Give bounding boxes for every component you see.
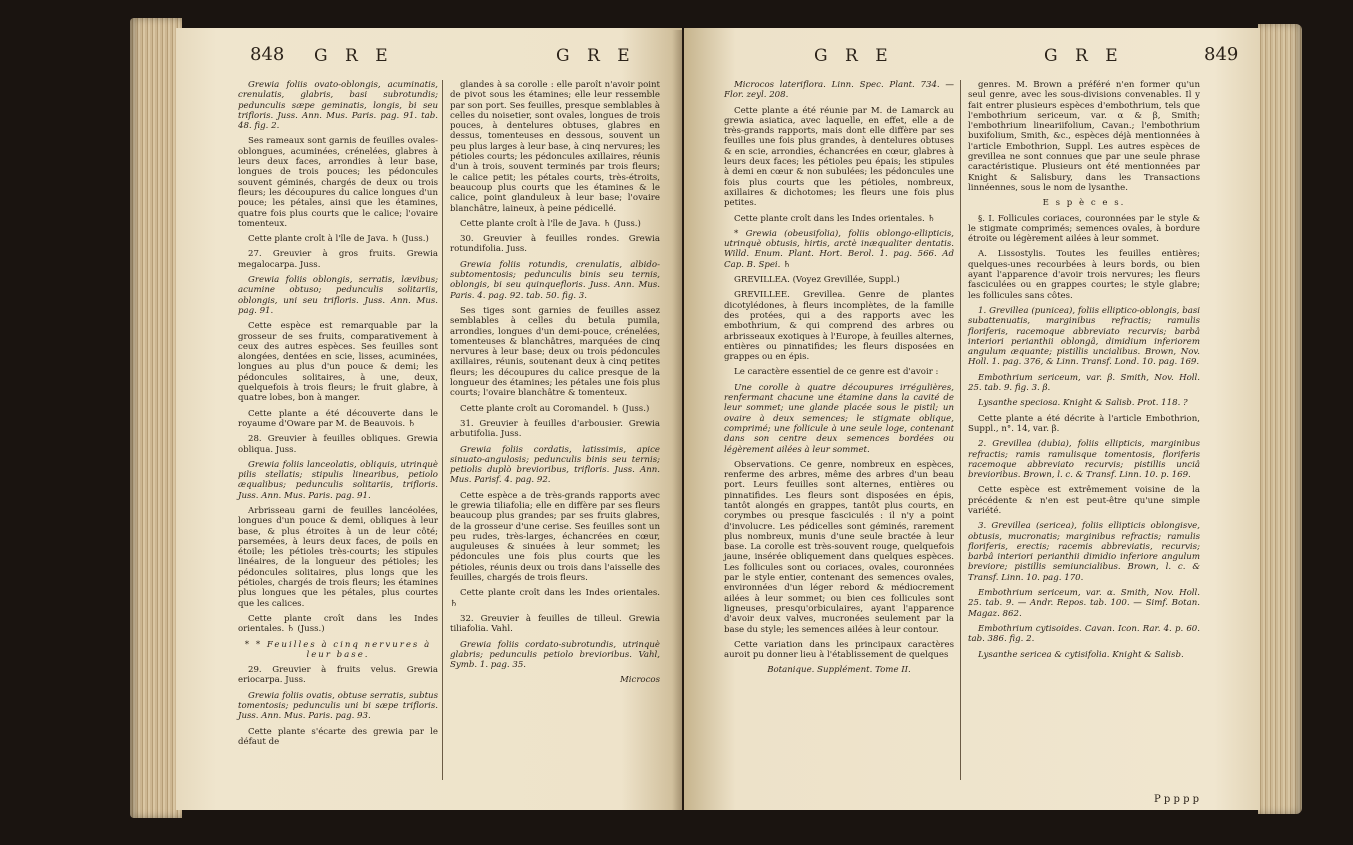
paragraph: Observations. Ce genre, nombreux en espèces, renferme des arbres, même des arbres d'un beau port. Leurs feuilles sont alternes, entières ou pinnatifides. Les fleurs sont disposées en épis, tantôt alongés en grappes, tantôt plus courts, en corymbes ou presque fasciculés : il n'y a point d'involucre. Les pédicelles sont géminés, rarement plus nombreux, munis d'une seule bractée à leur base. La corolle est très-souvent rouge, quelquefois jaune, insérée obliquement dans quelques espèces. Les follicules sont ou coriaces, ovales, couronnées par le style entier, contenant des semences ovales, environnées d'un léger rebord & médiocrement ailées à leur sommet; ou bien ces follicules sont ligneuses, presqu'orbiculaires, ayant l'apparence d'avoir deux valves, mucronées seulement par la base du style; les semences ailées à leur contour. xyxy=(724,459,954,635)
page-edges-right xyxy=(1258,24,1302,814)
paragraph: 1. Grevillea (punicea), foliis elliptico-oblongis, basi subattenuatis, marginibus refractis; ramulis floriferis, racemoque abbreviato recurvis; barbâ interiori perianthii oblongâ, dimidium inferiorem angulum æquante; pistillis uncialibus. Brown, Nov. Holl. 1. pag. 376, & Linn. Transf. Lond. 10. pag. 169. xyxy=(968,305,1200,368)
paragraph: Grewia foliis oblongis, serratis, lævibus; acumine obtuso; pedunculis solitariis, oblongis, uni seu trifloris. Juss. Ann. Mus. pag. 91. xyxy=(238,275,438,316)
paragraph: Cette plante a été découverte dans le royaume d'Oware par M. de Beauvois. ♄ xyxy=(238,408,438,429)
section-heading: * * Feuilles à cinq nervures à leur base. xyxy=(244,639,432,660)
paragraph: Embothrium cytisoides. Cavan. Icon. Rar. 4. p. 60. tab. 386. fig. 2. xyxy=(968,623,1200,645)
paragraph: Cette plante croît dans les Indes orientales. ♄ (Juss.) xyxy=(238,613,438,635)
section-heading: E s p è c e s. xyxy=(1042,198,1126,209)
page-number-right: 849 xyxy=(1204,44,1239,65)
paragraph: 2. Grevillea (dubia), foliis ellipticis, marginibus refractis; ramis ramulisque tomentosis, floriferis racemoque abbreviato recurvis; pistillis unciâ brevioribus. Brown, l. c. & Transf. Linn. 10. p. 169. xyxy=(968,439,1200,481)
paragraph: 30. Greuvier à feuilles rondes. Grewia rotundifolia. Juss. xyxy=(450,234,660,255)
paragraph: Cette plante s'écarte des grewia par le défaut de xyxy=(238,726,438,747)
paragraph: Grewia foliis cordato-subrotundis, utrinquè glabris; pedunculis petiolo brevioribus. Vahl, Symb. 1. pag. 35. xyxy=(450,639,660,671)
paragraph: 28. Greuvier à feuilles obliques. Grewia obliqua. Juss. xyxy=(238,434,438,455)
paragraph: Cette plante croît au Coromandel. ♄ (Juss.) xyxy=(460,403,650,414)
right-page-column-2 xyxy=(968,80,1200,665)
paragraph: Grewia foliis ovatis, obtuse serratis, subtus tomentosis; pedunculis uni bi sæpe trifloris. Juss. Ann. Mus. Paris. pag. 93. xyxy=(238,690,438,722)
paragraph: genres. M. Brown a préféré n'en former qu'un seul genre, avec les sous-divisions convenables. Il y fait entrer plusieurs espèces d'embothrium, tels que l'embothrium sericeum, var. α & β, Smith; l'embothrium lineariifolium, Cavan.; l'embothrium buxifolium, Smith, &c., espèces déjà mentionnées à l'article Embothrion, Suppl. Les autres espèces de grevillea ne sont connues que par une seule phrase caractéristique. Plusieurs ont été mentionnées par Knight & Salisbury, dans les Transactions linnéennes, sous le nom de lysanthe. xyxy=(968,80,1200,193)
paragraph: Cette variation dans les principaux caractères auroit pu donner lieu à l'établissement de quelques xyxy=(724,639,954,661)
paragraph: Ses tiges sont garnies de feuilles assez semblables à celles du betula pumila, arrondies, longues d'un demi-pouce, crénelées, tomenteuses & blanchâtres, marquées de cinq nervures à leur base; deux ou trois pédoncules axillaires, réunis, soutenant deux à cinq petites fleurs; les découpures du calice presque de la longueur des étamines; les pétales une fois plus courts; l'ovaire blanchâtre & tomenteux. xyxy=(450,305,660,399)
paragraph: A. Lissostylis. Toutes les feuilles entières; quelques-unes recourbées à leurs bords, ou bien ayant l'apparence d'avoir trois nervures; les fleurs fasciculées ou en grappes courtes; le style glabre; les follicules sans côtes. xyxy=(968,249,1200,301)
paragraph: Cette espèce est extrêmement voisine de la précédente & n'en est peut-être qu'une simple variété. xyxy=(968,485,1200,516)
paragraph: Grewia foliis lanceolatis, obliquis, utrinquè pilis stellatis; stipulis linearibus, petiolo æqualibus; pedunculis solitariis, trifloris. Juss. Ann. Mus. Paris. pag. 91. xyxy=(238,459,438,501)
paragraph: Cette plante croît à l'île de Java. ♄ (Juss.) xyxy=(460,218,641,229)
paragraph: * Grewia (obeusifolia), foliis oblongo-ellipticis, utrinquè obtusis, hirtis, arctè inæqualiter dentatis. Willd. Enum. Plant. Hort. Berol. 1. pag. 566. Ad Cap. B. Spei. ♄ xyxy=(724,228,954,270)
paragraph: Cette plante a été décrite à l'article Embothrion, Suppl., n°. 14, var. β. xyxy=(968,413,1200,434)
page-number-left: 848 xyxy=(250,44,285,65)
running-header-right-b: G R E xyxy=(1044,46,1124,66)
paragraph: glandes à sa corolle : elle paroît n'avoir point de pivot sous les étamines; elle leur ressemble par son port. Ses feuilles, presque semblables à celles du noisetier, sont ovales, longues de trois pouces, à dentelures obtuses, glabres en dessus, tomenteuses en dessous, souvent un peu plus larges à leur base, à cinq nervures; les pétioles courts; les pédoncules axillaires, réunis d'un à trois, souvent terminés par trois fleurs; le calice petit; les pétales courts, très-étroits, beaucoup plus courts que les étamines & le calice, point glanduleux à leur base; l'ovaire blanchâtre, laineux, à peine pédicellé. xyxy=(450,80,660,214)
paragraph: 29. Greuvier à fruits velus. Grewia eriocarpa. Juss. xyxy=(238,665,438,686)
paragraph: Cette plante croît dans les Indes orientales. ♄ xyxy=(734,213,936,224)
paragraph: Microcos lateriflora. Linn. Spec. Plant. 734. — Flor. zeyl. 208. xyxy=(724,80,954,101)
paragraph: GREVILLEE. Grevillea. Genre de plantes dicotylédones, à fleurs incomplètes, de la famille des protées, qui a des rapports avec les embothrium, & qui comprend des arbres ou arbrisseaux exotiques à l'Europe, à feuilles alternes, entières ou pinnatifides; les fleurs disposées en grappes ou en épis. xyxy=(724,290,954,363)
paragraph: Ses rameaux sont garnis de feuilles ovales-oblongues, acuminées, crénelées, glabres à leurs deux faces, arrondies à leur base, longues de trois pouces; les pédoncules souvent géminés, chargés de deux ou trois fleurs; les découpures du calice longues d'un pouce; les pétales, ainsi que les étamines, quatre fois plus courts que le calice; l'ovaire tomenteux. xyxy=(238,136,438,229)
catchword: Microcos xyxy=(619,675,660,686)
footer-note: Botanique. Supplément. Tome II. xyxy=(767,665,911,676)
paragraph: Grewia foliis ovato-oblongis, acuminatis, crenulatis, glabris, basi subrotundis; pedunculis sæpe geminatis, longis, bi seu trifloris. Juss. Ann. Mus. Paris. pag. 91. tab. 48. fig. 2. xyxy=(238,80,438,132)
running-header-right-a: G R E xyxy=(814,46,894,66)
column-rule xyxy=(960,80,961,780)
paragraph: Une corolle à quatre découpures irrégulières, renfermant chacune une étamine dans la cavité de leur sommet; une glande placée sous le pistil; un ovaire à deux semences; le stigmate oblique, comprimé; une follicule à une seule loge, contenant dans son centre deux semences bordées ou légèrement ailées à leur sommet. xyxy=(724,382,954,455)
paragraph: 27. Greuvier à gros fruits. Grewia megalocarpa. Juss. xyxy=(238,249,438,270)
paragraph: §. I. Follicules coriaces, couronnées par le style & le stigmate comprimés; semences ovales, à bordure étroite ou légèrement ailées à leur sommet. xyxy=(968,213,1200,245)
paragraph: Arbrisseau garni de feuilles lancéolées, longues d'un pouce & demi, obliques à leur base, & plus étroites à un de leur côté; parsemées, à leurs deux faces, de poils en étoile; les pétioles très-courts; les stipules linéaires, de la longueur des pétioles; les pédoncules solitaires, plus longs que les pétioles, chargés de trois fleurs; les étamines plus longues que les pétales, plus courtes que les calices. xyxy=(238,505,438,609)
paragraph: Cette plante a été réunie par M. de Lamarck au grewia asiatica, avec laquelle, en effet, elle a de très-grands rapports, mais dont elle diffère par ses feuilles une fois plus grandes, à dentelures obtuses & en scie, arrondies, échancrées en cœur, glabres à leurs deux faces; les pétioles peu épais; les stipules à demi en cœur & non subulées; les pédoncules une fois plus courts que les pétioles, nombreux, axillaires & dichotomes; les fleurs une fois plus petites. xyxy=(724,105,954,209)
signature-mark: P p p p p xyxy=(1154,794,1200,805)
paragraph: Cette espèce est remarquable par la grosseur de ses fruits, comparativement à ceux des autres espèces. Ses feuilles sont alongées, dentées en scie, lisses, acuminées, longues au plus d'un pouce & demi; les pédoncules solitaires, à une, deux, quelquefois à trois fleurs; le fruit glabre, à quatre lobes, bon à manger. xyxy=(238,321,438,404)
paragraph: 3. Grevillea (sericea), foliis ellipticis oblongisve, obtusis, mucronatis; marginibus refractis; ramulis floriferis, erectis; racemis abbreviatis, recurvis; barbâ interiori perianthii dimidio inferiore angulum breviore; pistillis semiuncialibus. Brown, l. c. & Transf. Linn. 10. pag. 170. xyxy=(968,521,1200,583)
paragraph: Grewia foliis cordatis, latissimis, apice sinuato-angulosis; pedunculis binis seu ternis; petiolis duplò brevioribus, trifloris. Juss. Ann. Mus. Parisf. 4. pag. 92. xyxy=(450,444,660,486)
paragraph: Grewia foliis rotundis, crenulatis, albido-subtomentosis; pedunculis binis seu ternis, oblongis, bi seu quinquefloris. Juss. Ann. Mus. Paris. 4. pag. 92. tab. 50. fig. 3. xyxy=(450,259,660,301)
paragraph: Lysanthe speciosa. Knight & Salisb. Prot. 118. ? xyxy=(978,398,1188,409)
paragraph: 32. Greuvier à feuilles de tilleul. Grewia tiliafolia. Vahl. xyxy=(450,613,660,635)
page-edges-left xyxy=(130,18,182,818)
right-page-column-1 xyxy=(724,80,954,681)
paragraph: Cette plante croît dans les Indes orientales. ♄ xyxy=(450,588,660,609)
paragraph: Embothrium sericeum, var. β. Smith, Nov. Holl. 25. tab. 9. fig. 3. β. xyxy=(968,372,1200,394)
paragraph: 31. Greuvier à feuilles d'arbousier. Grewia arbutifolia. Juss. xyxy=(450,418,660,440)
left-page-column-1 xyxy=(238,80,438,752)
running-header-left-a: G R E xyxy=(314,46,394,66)
paragraph: Cette espèce a de très-grands rapports avec le grewia tiliafolia; elle en diffère par ses fleurs beaucoup plus grandes; par ses fruits glabres, de la grosseur d'une cerise. Ses feuilles sont un peu rudes, très-larges, échancrées en cœur, auguleuses & sinuées à leur sommet; les pédoncules une fois plus courts que les pétioles, réunis deux ou trois dans l'aisselle des feuilles, chargés de trois fleurs. xyxy=(450,490,660,584)
paragraph: GREVILLEA. (Voyez Grevillée, Suppl.) xyxy=(734,275,900,286)
paragraph: Le caractère essentiel de ce genre est d'avoir : xyxy=(734,367,939,378)
paragraph: Cette plante croît à l'île de Java. ♄ (Juss.) xyxy=(248,234,429,245)
paragraph: Embothrium sericeum, var. α. Smith, Nov. Holl. 25. tab. 9. — Andr. Repos. tab. 100. — Simf. Botan. Magaz. 862. xyxy=(968,588,1200,619)
column-rule xyxy=(442,80,443,780)
running-header-left-b: G R E xyxy=(556,46,636,66)
left-page xyxy=(176,28,682,810)
paragraph: Lysanthe sericea & cytisifolia. Knight & Salisb. xyxy=(978,649,1184,660)
left-page-column-2 xyxy=(450,80,660,691)
right-page xyxy=(684,28,1260,810)
